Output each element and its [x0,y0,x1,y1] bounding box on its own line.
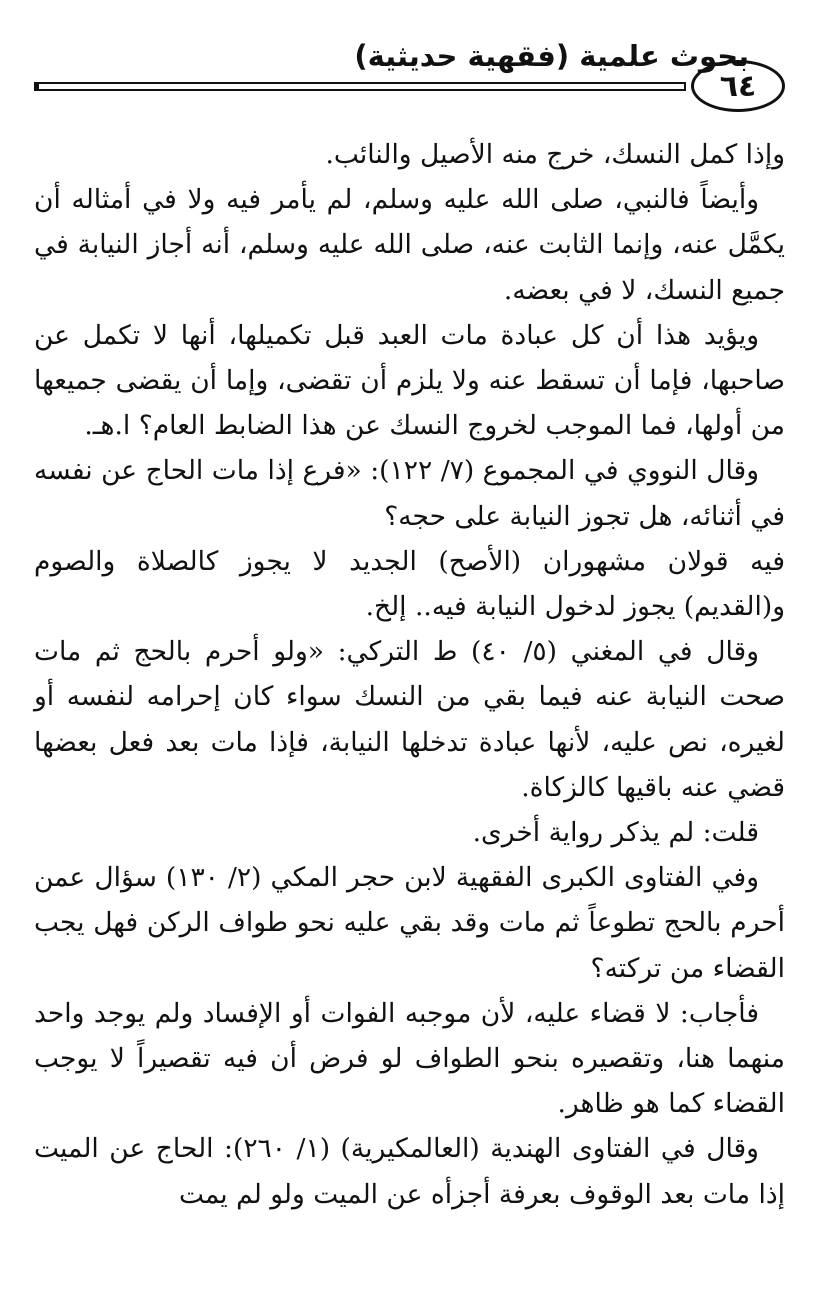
paragraph: فيه قولان مشهوران (الأصح) الجديد لا يجوز كالصلاة والصوم و(القديم) يجوز لدخول النيابة فيه.. إلخ. [34,545,785,623]
paragraph: وقال في الفتاوى الهندية (العالمكيرية) (١/ ٢٦٠): الحاج عن الميت إذا مات بعد الوقوف بعرفة أجزأه عن الميت ولو لم يمت [34,1133,785,1210]
paragraph: ويؤيد هذا أن كل عبادة مات العبد قبل تكميلها، أنها لا تكمل عن صاحبها، فإما أن تسقط عنه ولا يلزم أن تقضى، وإما أن يقضى جميعها من أولها، فما الموجب لخروج النسك عن هذا الضابط العام؟ ا.هـ. [34,319,785,442]
paragraph: وأيضاً فالنبي، صلى الله عليه وسلم، لم يأمر فيه ولا في أمثاله أن يكمَّل عنه، وإنما الثابت عنه، صلى الله عليه وسلم، أنه أجاز النيابة في جميع النسك، لا في بعضه. [34,184,785,306]
paragraph: فأجاب: لا قضاء عليه، لأن موجبه الفوات أو الإفساد ولم يوجد واحد منهما هنا، وتقصيره بنحو الطواف لو فرض أن فيه تقصيراً لا يوجب القضاء كما هو ظاهر. [34,997,785,1120]
paragraph: وإذا كمل النسك، خرج منه الأصيل والنائب. [325,139,785,170]
body-text [34,132,785,1217]
header-rule [34,82,686,91]
page-number [691,60,785,112]
paragraph: وقال في المغني (٥/ ٤٠) ط التركي: «ولو أحرم بالحج ثم مات صحت النيابة عنه فيما بقي من النسك سواء كان إحرامه لنفسه أو لغيره، نص عليه، لأنها عبادة تدخلها النيابة، فإذا مات بعد فعل بعضها قضي عنه باقيها كالزكاة. [34,636,785,803]
page-number-label: ٦٤ [719,68,757,104]
running-title: بحوث علمية (فقهية حديثية) [354,39,749,73]
paragraph: وفي الفتاوى الكبرى الفقهية لابن حجر المكي (٢/ ١٣٠) سؤال عمن أحرم بالحج تطوعاً ثم مات وقد بقي عليه نحو طواف الركن فهل يجب القضاء من تركته؟ [34,862,785,984]
paragraph: قلت: لم يذكر رواية أخرى. [472,817,759,849]
paragraph: وقال النووي في المجموع (٧/ ١٢٢): «فرع إذا مات الحاج عن نفسه في أثنائه، هل تجوز النيابة على حجه؟ [34,455,785,532]
